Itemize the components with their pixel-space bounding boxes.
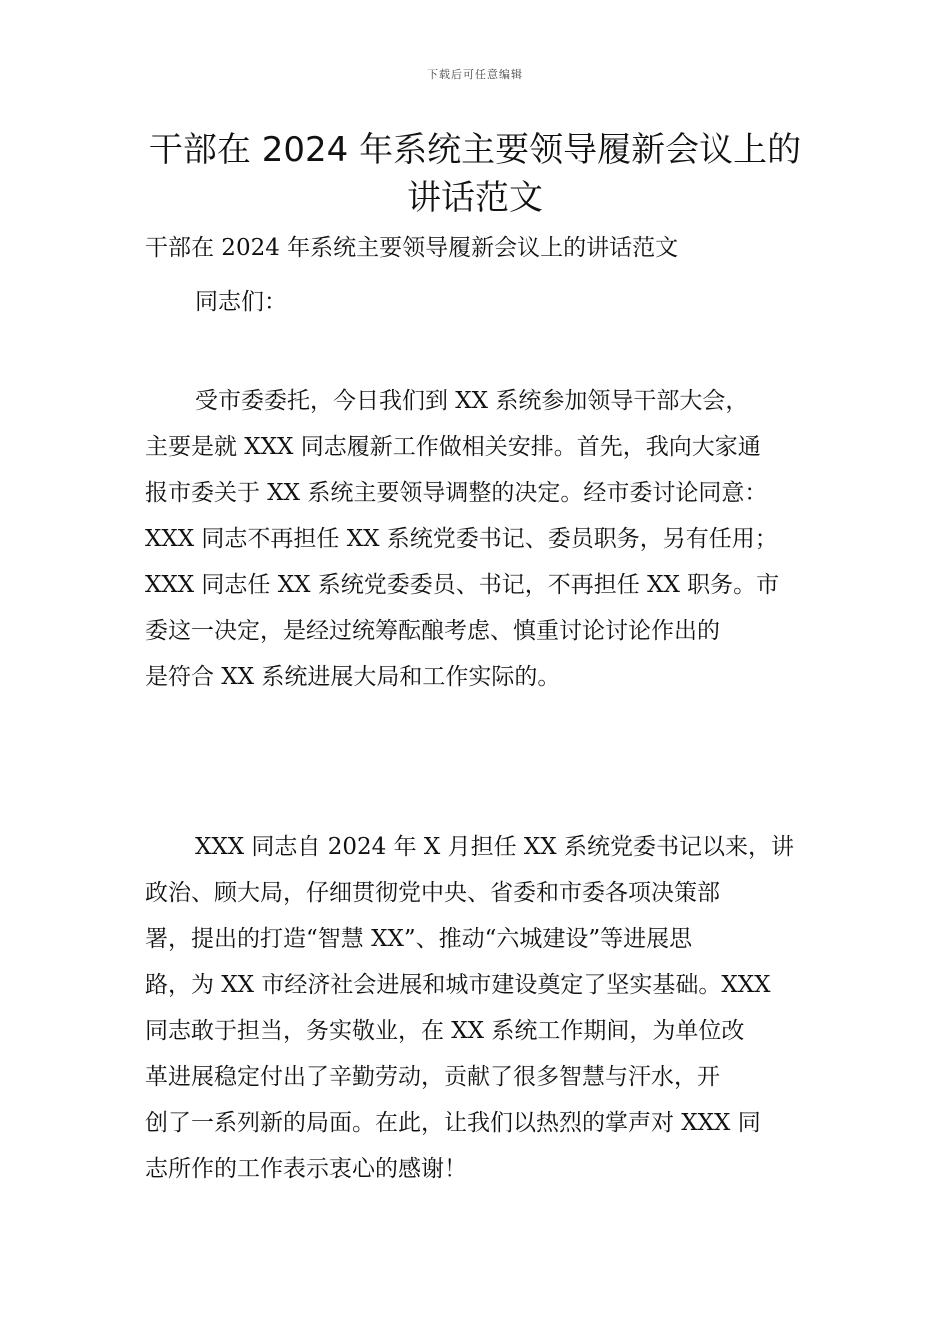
- title-line: 讲话范文: [407, 178, 543, 218]
- paragraph-line: 路，为 XX 市经济社会进展和城市建设奠定了坚实基础。XXX: [145, 972, 771, 998]
- paragraph-line: XXX 同志任 XX 系统党委委员、书记，不再担任 XX 职务。市: [145, 572, 780, 598]
- paragraph-line: 是符合 XX 系统进展大局和工作实际的。: [145, 664, 561, 690]
- document-title: [140, 126, 810, 222]
- paragraph-line: 志所作的工作表示衷心的感谢！: [145, 1156, 467, 1182]
- paragraph-line: 同志敢于担当，务实敬业，在 XX 系统工作期间，为单位改: [145, 1018, 745, 1044]
- salutation: 同志们：: [195, 289, 287, 315]
- header-note: 下载后可任意编辑: [427, 68, 523, 81]
- paragraph-line: 署，提出的打造“智慧 XX”、推动“六城建设”等进展思: [145, 926, 693, 952]
- paragraph-line: XXX 同志自 2024 年 X 月担任 XX 系统党委书记以来，讲: [195, 834, 794, 860]
- paragraph-2: [145, 824, 825, 1192]
- document-subtitle: 干部在 2024 年系统主要领导履新会议上的讲话范文: [145, 235, 679, 261]
- paragraph-line: XXX 同志不再担任 XX 系统党委书记、委员职务，另有任用；: [145, 526, 778, 552]
- paragraph-line: 革进展稳定付出了辛勤劳动，贡献了很多智慧与汗水，开: [145, 1064, 720, 1090]
- paragraph-line: 委这一决定，是经过统筹酝酿考虑、慎重讨论讨论作出的: [145, 618, 720, 644]
- paragraph-1: [145, 378, 825, 700]
- paragraph-line: 受市委委托，今日我们到 XX 系统参加领导干部大会，: [195, 388, 749, 414]
- paragraph-line: 主要是就 XXX 同志履新工作做相关安排。首先，我向大家通: [145, 434, 761, 460]
- paragraph-line: 报市委关于 XX 系统主要领导调整的决定。经市委讨论同意：: [145, 480, 768, 506]
- paragraph-line: 政治、顾大局，仔细贯彻党中央、省委和市委各项决策部: [145, 880, 720, 906]
- paragraph-line: 创了一系列新的局面。在此，让我们以热烈的掌声对 XXX 同: [145, 1110, 761, 1136]
- title-line: 干部在 2024 年系统主要领导履新会议上的: [148, 130, 802, 170]
